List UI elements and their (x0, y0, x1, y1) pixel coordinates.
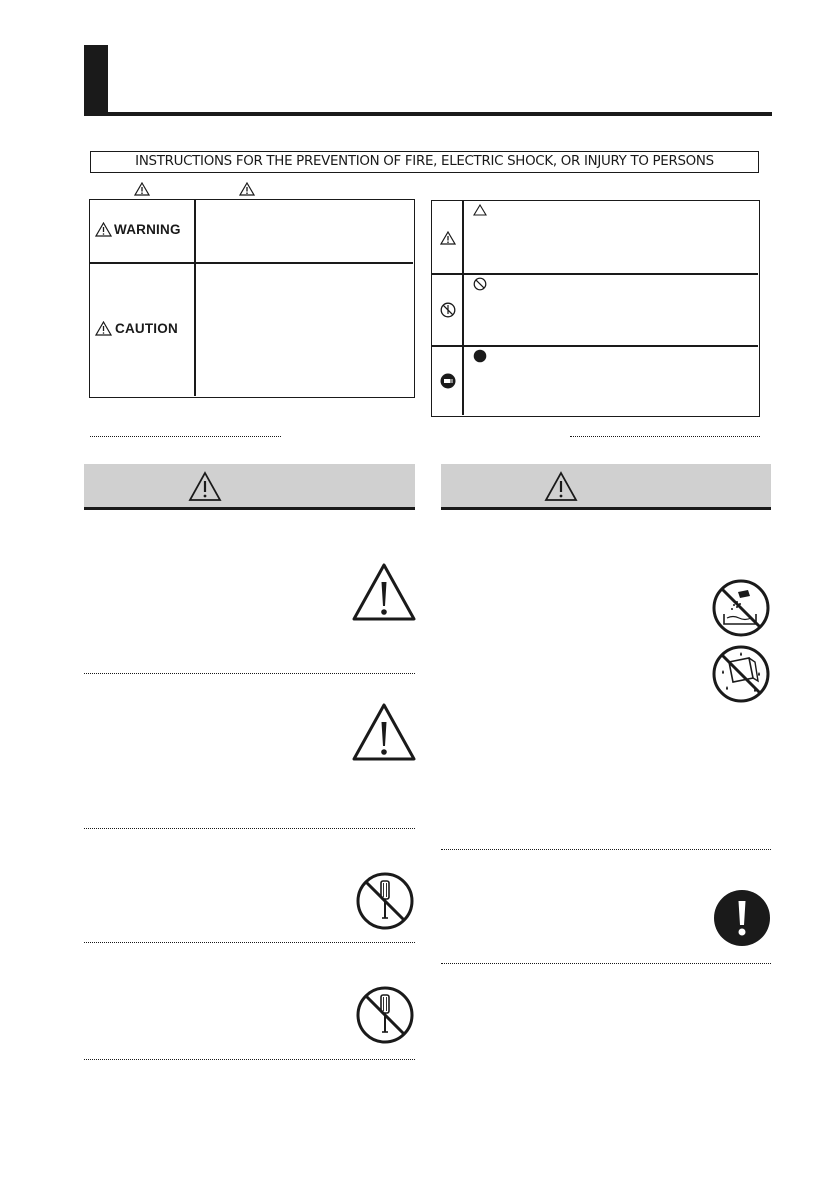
divider (441, 963, 771, 964)
legend-row-warning (95, 222, 181, 237)
divider (441, 849, 771, 850)
warning-triangle-icon (95, 222, 112, 237)
prohibited-circle-icon (473, 277, 487, 291)
legend-table (89, 199, 415, 398)
filled-circle-icon (473, 349, 487, 363)
warning-triangle-icon (440, 231, 456, 245)
warning-triangle-icon (239, 182, 255, 196)
unplug-icon (440, 373, 456, 389)
section-tab-marker (84, 45, 108, 115)
warning-triangle-icon (351, 702, 417, 762)
warning-column-header (441, 464, 771, 510)
safety-banner: INSTRUCTIONS FOR THE PREVENTION OF FIRE, ELECTRIC SHOCK, OR INJURY TO PERSONS (90, 151, 759, 173)
warning-triangle-icon (351, 562, 417, 622)
triangle-outline-icon (473, 204, 487, 216)
no-disassembly-icon (355, 985, 415, 1045)
divider (84, 942, 415, 943)
warning-column-header (84, 464, 415, 510)
warning-triangle-icon (134, 182, 150, 196)
no-disassembly-icon (355, 871, 415, 931)
no-disassembly-icon (440, 302, 456, 318)
header-rule (84, 112, 772, 116)
warning-label: WARNING (114, 222, 181, 237)
divider (84, 673, 415, 674)
no-wet-icon (711, 644, 771, 704)
warning-triangle-icon (544, 471, 578, 502)
warning-triangle-icon (188, 471, 222, 502)
divider (84, 1059, 415, 1060)
divider (84, 828, 415, 829)
symbols-table (431, 200, 760, 417)
warning-triangle-icon (95, 321, 112, 336)
caution-label: CAUTION (115, 321, 178, 336)
divider (90, 436, 281, 437)
mandatory-action-icon (713, 889, 771, 947)
legend-row-caution (95, 321, 178, 336)
divider (570, 436, 760, 437)
no-water-icon (711, 578, 771, 638)
